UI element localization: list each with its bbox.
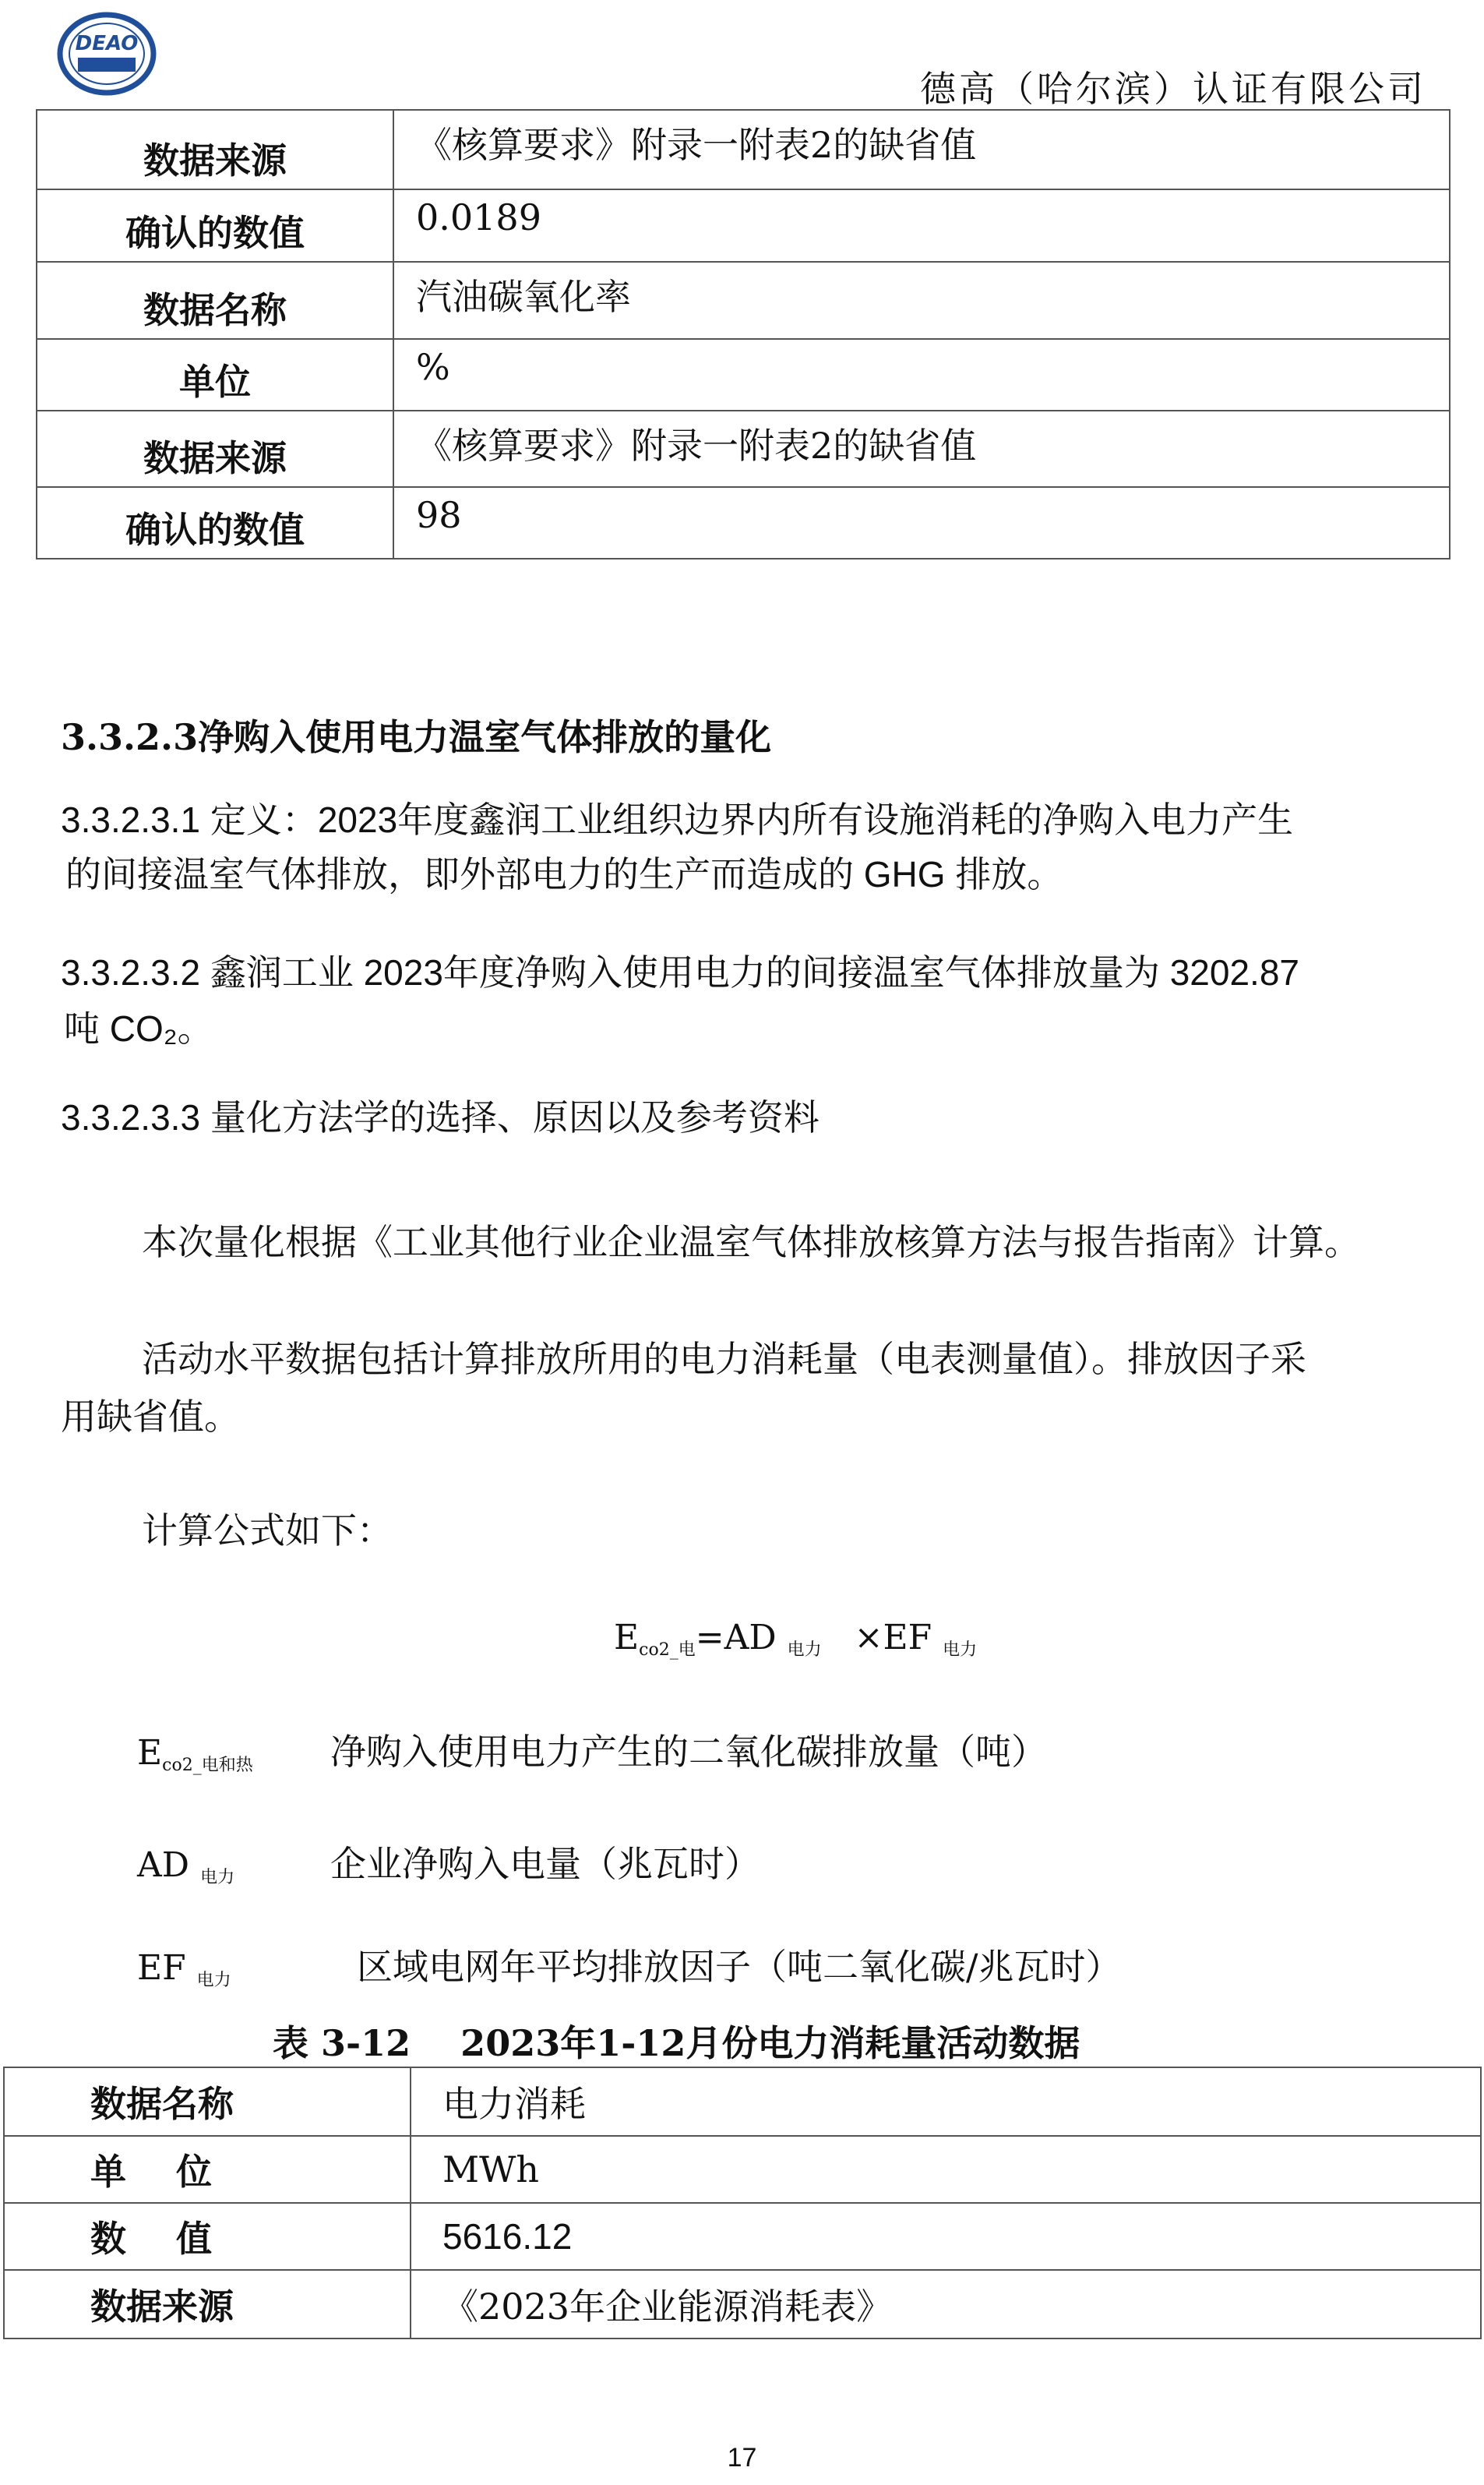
table-cell-value: 0.0189 [393,189,1450,262]
company-name: 德高（哈尔滨）认证有限公司 [920,68,1426,110]
definition-symbol-ef [137,1948,231,1991]
section-heading: 3.3.2.3净购入使用电力温室气体排放的量化 [61,716,772,758]
symbol-subscript: co2_电和热 [162,1756,253,1775]
paragraph-methodology: 3.3.2.3.3 量化方法学的选择、原因以及参考资料 [61,1097,820,1138]
formula-eq-ad: =AD [695,1618,777,1657]
paragraph-formula-intro: 计算公式如下： [142,1509,393,1551]
formula-e-subscript: co2_电 [639,1640,696,1660]
symbol-subscript: 电力 [200,1868,235,1887]
table-cell-value: 《核算要求》附录一附表2的缺省值 [393,411,1450,487]
table-row [37,411,1450,487]
definition-desc-ad: 企业净购入电量（兆瓦时） [330,1843,760,1885]
paragraph-emission-line2: 吨 CO₂。 [64,1008,213,1049]
paragraph-basis: 本次量化根据《工业其他行业企业温室气体排放核算方法与报告指南》计算。 [142,1221,1360,1263]
formula-ef-subscript: 电力 [943,1640,978,1660]
symbol-text: AD [137,1845,190,1885]
table-row [37,110,1450,189]
table-row [4,2270,1481,2339]
table-cell-label: 数据名称 [37,262,393,339]
emission-formula [614,1618,977,1661]
table-cell-label: 确认的数值 [37,487,393,559]
table-row [37,339,1450,411]
symbol-subscript: 电力 [196,1971,231,1990]
table-row [37,262,1450,339]
table-cell-label: 数据来源 [37,411,393,487]
definition-desc-ef: 区域电网年平均排放因子（吨二氧化碳/兆瓦时） [357,1946,1122,1988]
table-cell-value: 汽油碳氧化率 [393,262,1450,339]
paragraph-activity-line1: 活动水平数据包括计算排放所用的电力消耗量（电表测量值）。排放因子采 [142,1338,1306,1380]
definition-symbol-ad [137,1845,234,1888]
table-cell-label: 确认的数值 [37,189,393,262]
table-row [4,2067,1481,2136]
table-row [4,2136,1481,2203]
table-row [37,487,1450,559]
electricity-data-table [3,2067,1482,2339]
formula-ad-subscript: 电力 [787,1640,822,1660]
definition-symbol-e [137,1733,253,1776]
formula-e: E [614,1618,640,1657]
paragraph-emission-line1: 3.3.2.3.2 鑫润工业 2023年度净购入使用电力的间接温室气体排放量为 3202.87 [61,952,1299,993]
table-cell-label: 单 位 [4,2136,411,2203]
table-cell-label: 数据来源 [37,110,393,189]
definition-desc-e: 净购入使用电力产生的二氧化碳排放量（吨） [330,1731,1047,1773]
table-row [37,189,1450,262]
paragraph-activity-line2: 用缺省值。 [61,1396,240,1438]
table-cell-label: 数 值 [4,2203,411,2270]
table-cell-value: 98 [393,487,1450,559]
paragraph-definition-line1: 3.3.2.3.1 定义：2023年度鑫润工业组织边界内所有设施消耗的净购入电力产生 [61,800,1294,840]
table-cell-value: 5616.12 [411,2203,1481,2270]
symbol-text: EF [137,1948,186,1988]
paragraph-definition-line2: 的间接温室气体排放，即外部电力的生产而造成的 GHG 排放。 [65,854,1063,895]
table-cell-label: 单位 [37,339,393,411]
table-cell-value: % [393,339,1450,411]
parameter-table [36,109,1451,559]
page-number: 17 [727,2443,757,2473]
company-logo [56,11,157,97]
table-cell-value: 《2023年企业能源消耗表》 [411,2270,1481,2339]
table-cell-label: 数据来源 [4,2270,411,2339]
table-cell-value: 《核算要求》附录一附表2的缺省值 [393,110,1450,189]
table-caption: 表 3-12 2023年1-12月份电力消耗量活动数据 [273,2022,1080,2064]
table-row [4,2203,1481,2270]
logo-text: DEAO [75,32,139,55]
table-cell-value: 电力消耗 [411,2067,1481,2136]
formula-times-ef: ×EF [854,1618,932,1657]
table-cell-value: MWh [411,2136,1481,2203]
table-cell-label: 数据名称 [4,2067,411,2136]
symbol-text: E [137,1733,163,1773]
